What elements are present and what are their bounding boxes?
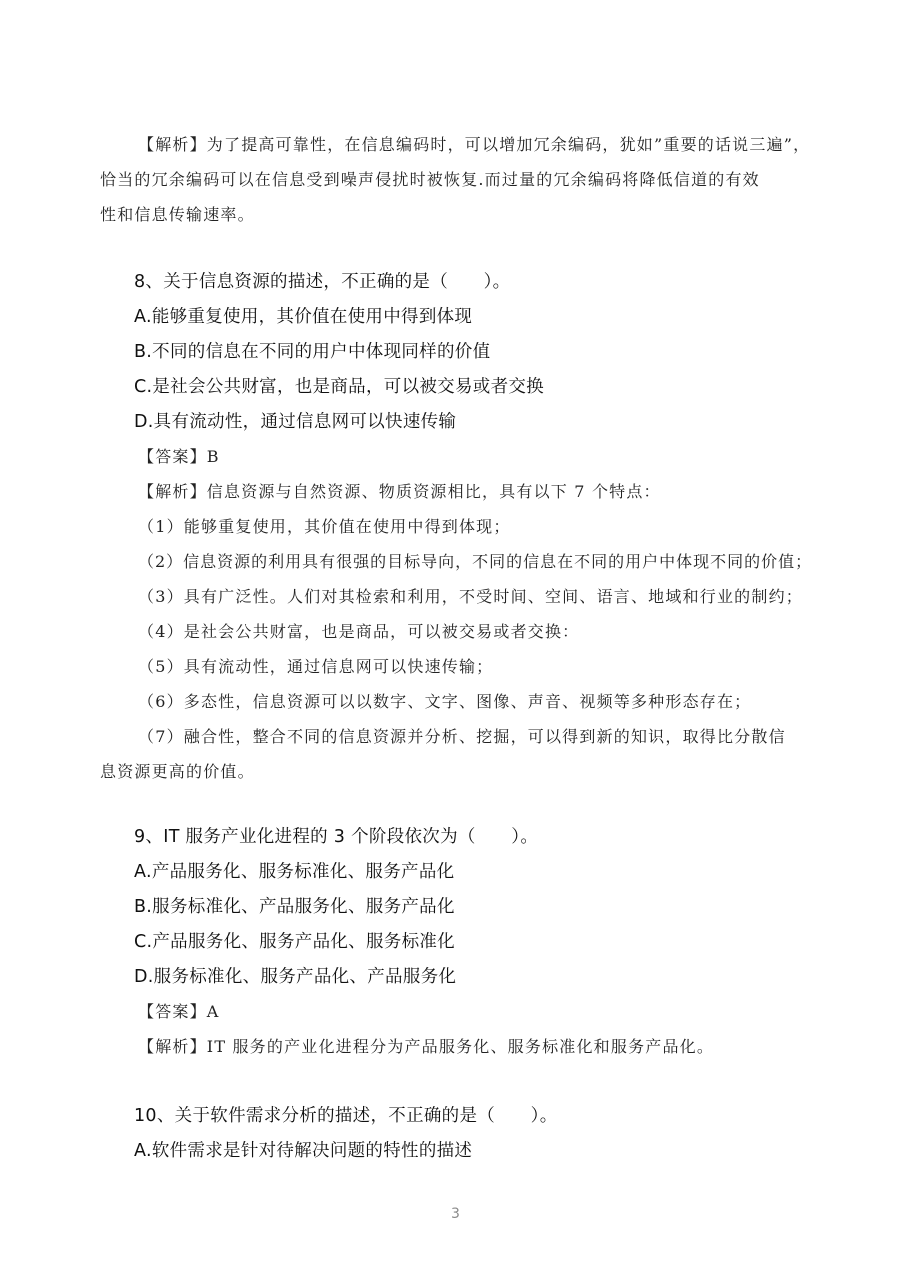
analysis-line: 恰当的冗余编码可以在信息受到噪声侵扰时被恢复.而过量的冗余编码将降低信道的有效 [100,170,760,189]
answer-label: 【答案】A [138,1002,220,1021]
option-b: B.服务标准化、产品服务化、服务产品化 [134,897,455,917]
option-c: C.产品服务化、服务产品化、服务标准化 [134,932,455,952]
analysis-text: 【解析】信息资源与自然资源、物质资源相比，具有以下 7 个特点： [138,482,661,501]
analysis-point: （6）多态性，信息资源可以以数字、文字、图像、声音、视频等多种形态存在； [138,692,752,711]
option-c: C.是社会公共财富，也是商品，可以被交易或者交换 [134,377,544,397]
answer-label: 【答案】B [138,447,220,466]
analysis-point-continuation: 息资源更高的价值。 [100,762,255,781]
analysis-point: （1）能够重复使用，其价值在使用中得到体现； [138,517,511,536]
question-text: 8、关于信息资源的描述，不正确的是（ ）。 [134,272,511,292]
option-d: D.服务标准化、服务产品化、产品服务化 [134,967,457,987]
analysis-line: 【解析】为了提高可靠性，在信息编码时，可以增加冗余编码，犹如”重要的话说三遍”， [138,135,811,154]
analysis-point: （5）具有流动性，通过信息网可以快速传输； [138,657,494,676]
analysis-point: （4）是社会公共财富，也是商品，可以被交易或者交换： [138,622,580,641]
option-d: D.具有流动性，通过信息网可以快速传输 [134,412,457,432]
analysis-point: （2）信息资源的利用具有很强的目标导向，不同的信息在不同的用户中体现不同的价值； [138,552,813,571]
question-text: 10、关于软件需求分析的描述，不正确的是（ ）。 [134,1106,558,1126]
page-number: 3 [451,1206,460,1222]
question-text: 9、IT 服务产业化进程的 3 个阶段依次为（ ）。 [134,827,539,847]
analysis-line: 性和信息传输速率。 [100,205,255,224]
analysis-text: 【解析】IT 服务的产业化进程分为产品服务化、服务标准化和服务产品化。 [138,1037,715,1056]
option-a: A.软件需求是针对待解决问题的特性的描述 [134,1141,473,1161]
option-b: B.不同的信息在不同的用户中体现同样的价值 [134,342,491,362]
option-a: A.产品服务化、服务标准化、服务产品化 [134,862,455,882]
analysis-point: （3）具有广泛性。人们对其检索和利用，不受时间、空间、语言、地域和行业的制约； [138,587,803,606]
option-a: A.能够重复使用，其价值在使用中得到体现 [134,307,473,327]
analysis-point: （7）融合性，整合不同的信息资源并分析、挖掘，可以得到新的知识，取得比分散信 [138,727,786,746]
